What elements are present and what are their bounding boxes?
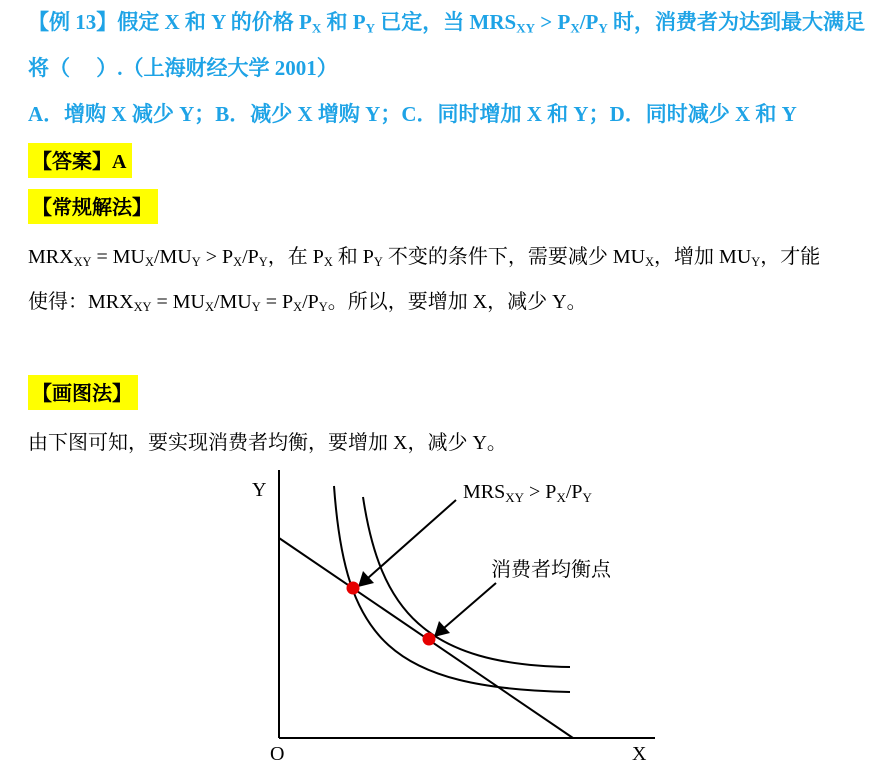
question-options: A．增购 X 减少 Y；B．减少 X 增购 Y；C．同时增加 X 和 Y；D．同时减少 X 和 Y: [28, 102, 797, 126]
question-text: > P: [535, 10, 571, 34]
body-text: /P: [302, 291, 319, 313]
subscript: XY: [516, 20, 536, 36]
equilibrium-label: 消费者均衡点: [491, 559, 611, 581]
subscript: XY: [73, 255, 92, 270]
mrs-label-part: > P: [524, 481, 557, 503]
body-text: = MU: [91, 246, 145, 268]
mrs-arrowhead: [358, 571, 374, 587]
indifference-curve-2: [363, 497, 570, 667]
body-text: = MU: [151, 291, 205, 313]
body-text: /MU: [213, 291, 252, 313]
question-text: /P: [579, 10, 599, 34]
subscript: Y: [318, 300, 328, 315]
origin-label: O: [270, 743, 285, 765]
body-text: ，增加 MU: [654, 246, 752, 268]
question-line-2: 将（ ）.（上海财经大学 2001）: [28, 56, 338, 80]
body-text: 使得：MRX: [28, 291, 134, 313]
mrs-label-part: MRS: [463, 481, 506, 503]
mrs-label: [463, 481, 593, 505]
subscript: X: [570, 20, 580, 36]
answer-label: 【答案】A: [28, 143, 132, 178]
subscript: Y: [598, 20, 608, 36]
method2-text: 由下图可知，要实现消费者均衡，要增加 X，减少 Y。: [28, 432, 507, 454]
subscript: X: [323, 255, 333, 270]
subscript: Y: [251, 300, 261, 315]
mrs-arrow-line: [368, 500, 456, 578]
subscript: Y: [751, 255, 761, 270]
method2-heading: 【画图法】: [28, 375, 138, 410]
subscript: XY: [133, 300, 152, 315]
indifference-curve-1: [334, 486, 570, 692]
mrs-label-subscript: X: [556, 490, 566, 505]
subscript: Y: [365, 20, 376, 36]
subscript: Y: [191, 255, 201, 270]
body-text: MRX: [28, 246, 74, 268]
subscript: X: [645, 255, 655, 270]
question-text: 【例 13】假定 X 和 Y 的价格 P: [28, 10, 312, 34]
equilibrium-point: [423, 633, 436, 646]
method1-heading: 【常规解法】: [28, 189, 158, 224]
question-text: 时，消费者为达到最大满足: [607, 10, 866, 34]
subscript: X: [205, 300, 214, 315]
body-text: 。所以，要增加 X，减少 Y。: [327, 291, 587, 313]
body-text: > P: [200, 246, 234, 268]
body-text: /MU: [153, 246, 192, 268]
question-text: 已定，当 MRS: [375, 10, 517, 34]
equilibrium-arrowhead: [434, 621, 450, 637]
mrs-label-part: /P: [565, 481, 583, 503]
subscript: X: [311, 20, 322, 36]
mrs-point: [347, 582, 360, 595]
question-text: 和 P: [321, 10, 366, 34]
body-text: = P: [260, 291, 294, 313]
body-text: ，在 P: [267, 246, 324, 268]
mrs-label-subscript: XY: [505, 490, 525, 505]
subscript: Y: [373, 255, 383, 270]
body-text: ，才能: [760, 246, 821, 268]
body-text: /P: [242, 246, 259, 268]
body-text: 和 P: [332, 246, 374, 268]
equilibrium-arrow-line: [444, 583, 496, 628]
body-text: 不变的条件下，需要减少 MU: [382, 246, 646, 268]
mrs-label-subscript: Y: [582, 490, 592, 505]
subscript: X: [145, 255, 154, 270]
y-axis-label: Y: [252, 479, 267, 501]
subscript: Y: [258, 255, 268, 270]
subscript: X: [293, 300, 303, 315]
x-axis-label: X: [632, 743, 647, 765]
subscript: X: [233, 255, 243, 270]
